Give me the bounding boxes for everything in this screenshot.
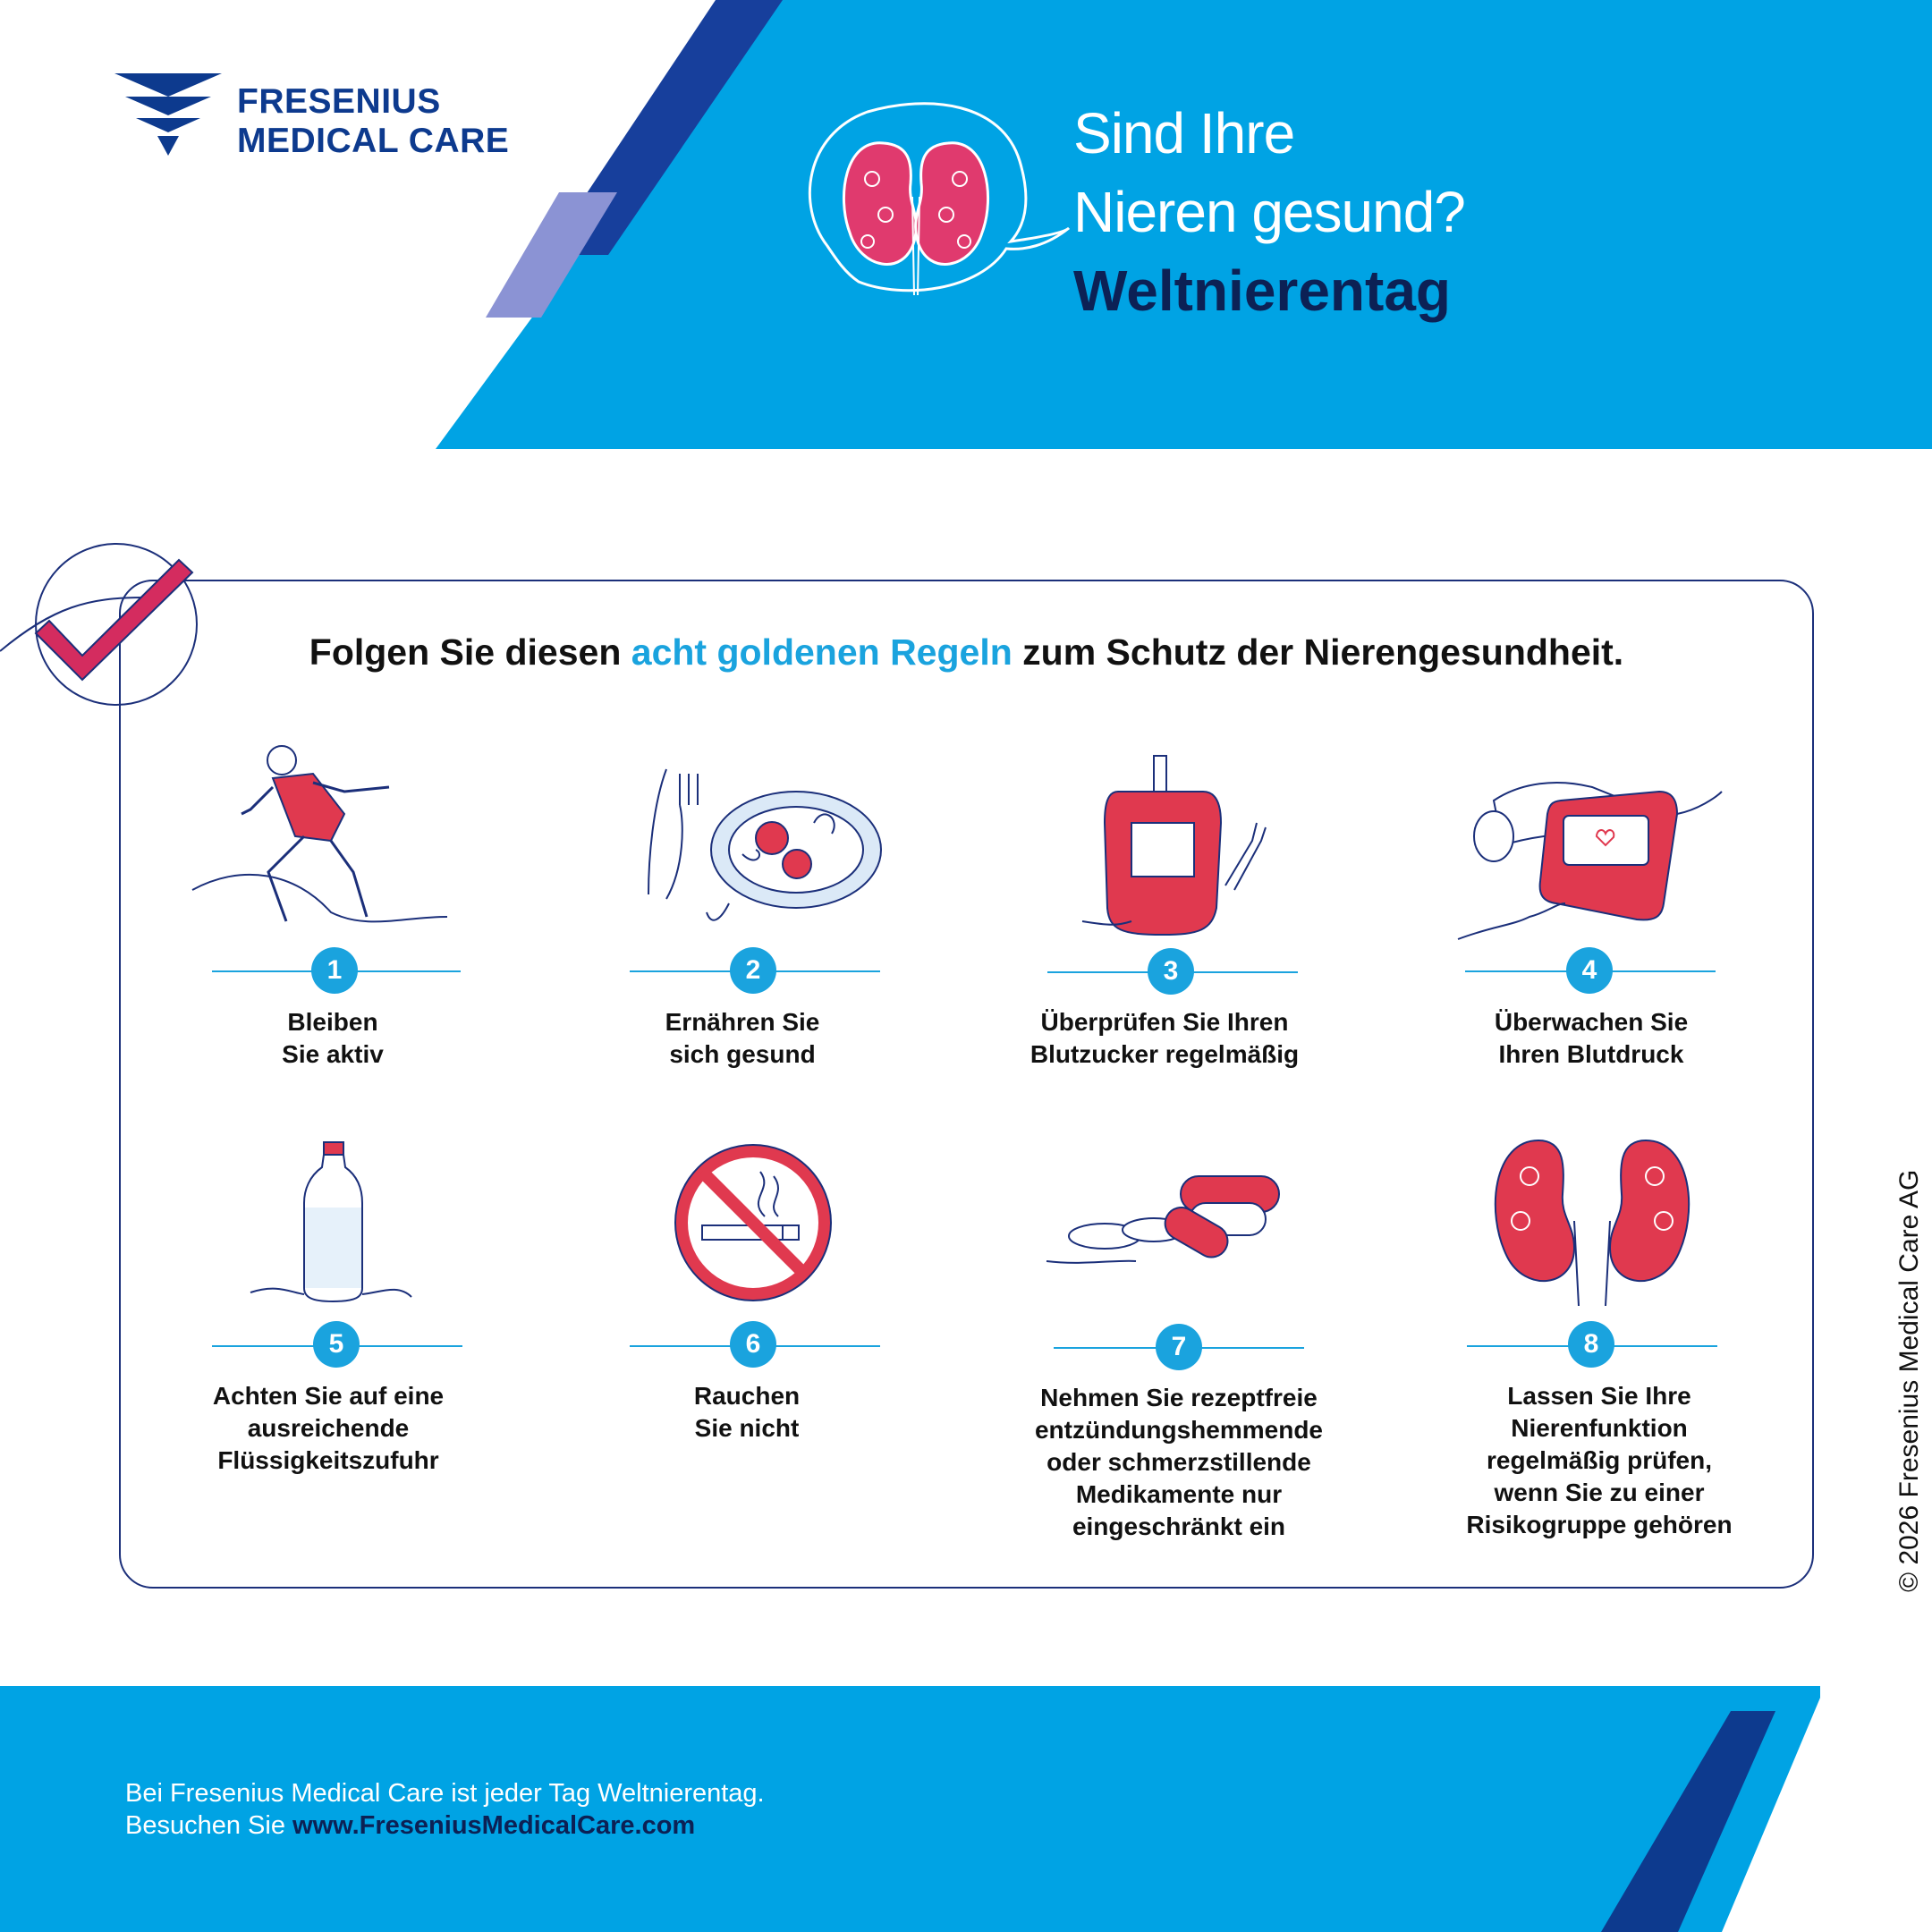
footer-line-2-pre: Besuchen Sie [125, 1811, 293, 1840]
step-2-text: Ernähren Sie sich gesund [665, 1008, 820, 1068]
step-8-text: Lassen Sie Ihre Nierenfunktion regelmäßig prüfen, wenn Sie zu einer Risikogruppe gehören [1466, 1382, 1733, 1538]
checkmark-icon [0, 535, 215, 714]
step-3-text: Überprüfen Sie Ihren Blutzucker regelmäßig [1030, 1008, 1300, 1068]
website-link[interactable]: www.FreseniusMedicalCare.com [292, 1811, 696, 1840]
headline-highlight: acht goldenen Regeln [631, 631, 1013, 673]
footer-line-2 [125, 1809, 695, 1842]
footer-line-1: Bei Fresenius Medical Care ist jeder Tag Weltnierentag. [125, 1779, 765, 1808]
glucose-meter-icon [1082, 751, 1279, 935]
step-7-text: Nehmen Sie rezeptfreie entzündungshemmende oder schmerzstillende Medikamente nur eingeschränkt ein [1034, 1384, 1323, 1540]
headline-pre: Folgen Sie diesen [309, 631, 631, 673]
step-4-text: Überwachen Sie Ihren Blutdruck [1494, 1008, 1689, 1068]
fresenius-logo-icon [114, 73, 222, 158]
copyright-text: © 2026 Fresenius Medical Care AG [1894, 1169, 1924, 1592]
step-5-text: Achten Sie auf eine ausreichende Flüssigkeitszufuhr [212, 1382, 445, 1474]
step-6-badge: 6 [730, 1321, 776, 1368]
header-title: Weltnierentag [1073, 258, 1451, 323]
blood-pressure-monitor-icon [1458, 769, 1726, 944]
headline-post: zum Schutz der Nierengesundheit. [1012, 631, 1624, 673]
step-4-badge: 4 [1566, 947, 1613, 994]
salad-plate-icon [631, 769, 886, 930]
runner-icon [188, 738, 456, 939]
brand-name [237, 82, 509, 161]
no-smoking-icon [675, 1145, 832, 1301]
step-8-badge: 8 [1568, 1321, 1614, 1368]
step-3-badge: 3 [1148, 948, 1194, 995]
pills-icon [1046, 1163, 1297, 1275]
step-5-badge: 5 [313, 1321, 360, 1368]
water-bottle-icon [250, 1140, 416, 1306]
kidneys-icon [1489, 1131, 1695, 1306]
header-question [1073, 94, 1465, 251]
header-question-line-1: Sind Ihre [1073, 101, 1295, 165]
header-question-line-2: Nieren gesund? [1073, 180, 1465, 244]
kidney-speech-bubble-icon [796, 98, 1082, 313]
step-1-text: Bleiben Sie aktiv [282, 1008, 384, 1068]
step-1-badge: 1 [311, 947, 358, 994]
step-7-badge: 7 [1156, 1324, 1202, 1370]
step-2-badge: 2 [730, 947, 776, 994]
brand-line-1: FRESENIUS [237, 82, 441, 121]
step-6-text: Rauchen Sie nicht [693, 1382, 801, 1442]
brand-line-2: MEDICAL CARE [237, 122, 510, 160]
headline [119, 631, 1814, 674]
